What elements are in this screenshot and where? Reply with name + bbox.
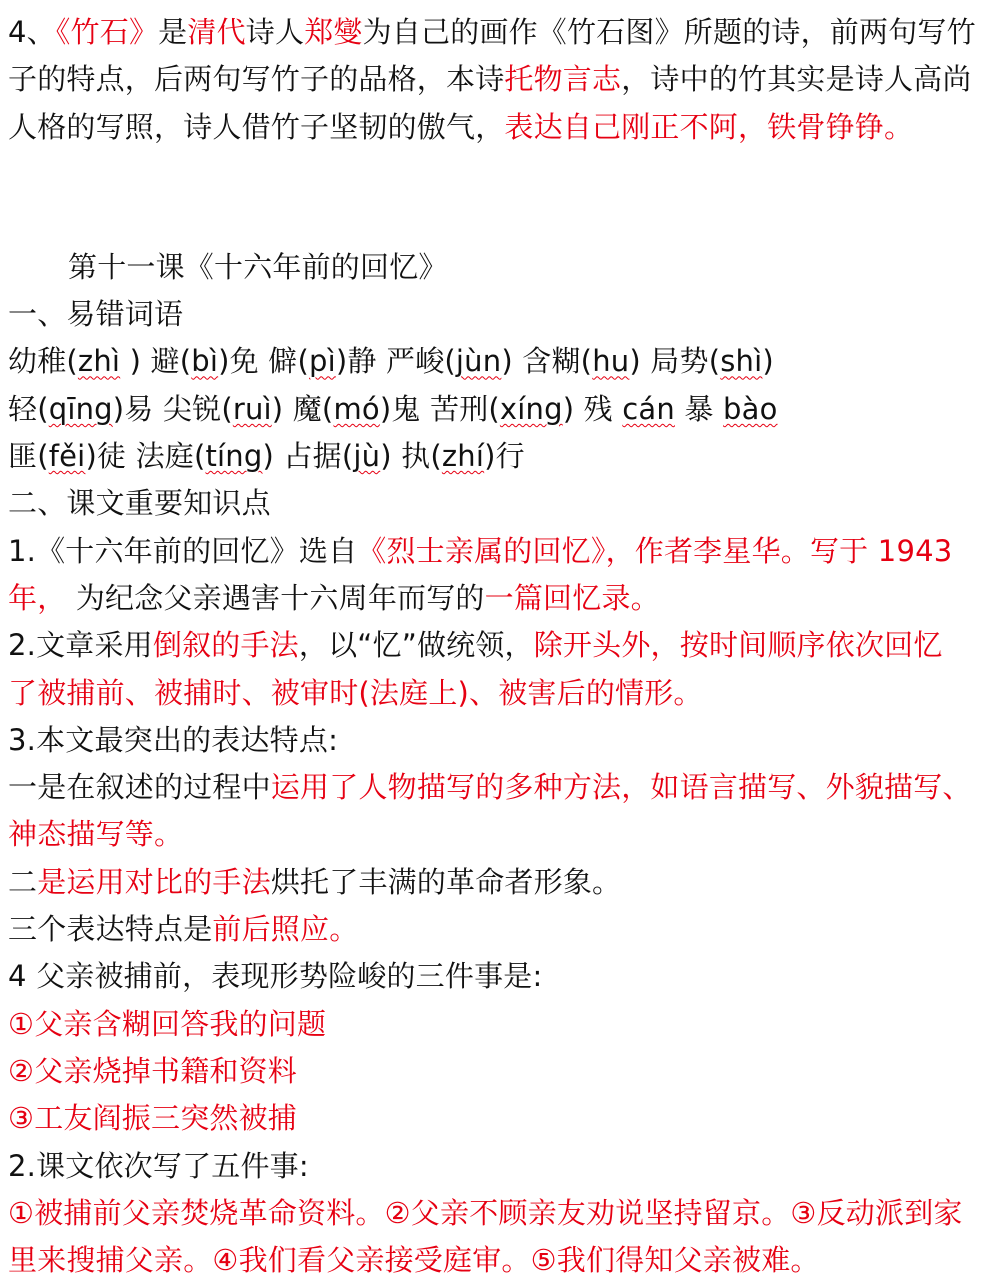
highlight: 郑燮 (304, 15, 363, 49)
pinyin: bì (191, 344, 219, 379)
lesson-title: 第十一课《十六年前的回忆》 (68, 249, 448, 284)
para4-line-2 (8, 56, 998, 103)
para4-line-3 (8, 104, 998, 151)
pinyin: hu (592, 344, 630, 379)
word: ) 占据( (262, 439, 354, 474)
pinyin: zhí (441, 439, 485, 474)
point3-line-2 (8, 764, 998, 811)
word: ) 残 (562, 391, 623, 426)
words-row-2 (8, 386, 998, 433)
highlight: 了被捕前、被捕时、被审时(法庭上)、被害后的情形。 (8, 675, 703, 710)
word: ) (762, 344, 774, 379)
word: ) 避( (120, 344, 192, 379)
word: ) 含糊( (501, 344, 593, 379)
pinyin: zhì (77, 344, 121, 379)
text: 人格的写照，诗人借竹子坚韧的傲气， (8, 109, 505, 144)
pinyin: jùn (455, 344, 502, 379)
point4-item: ③工友阎振三突然被捕 (8, 1101, 297, 1136)
word: )行 (484, 439, 525, 474)
point3-line-5 (8, 906, 998, 953)
point4-heading: 4 父亲被捕前，表现形势险峻的三件事是: (8, 959, 543, 994)
spacer (8, 151, 998, 244)
word: 幼稚( (8, 344, 78, 379)
text: 是 (158, 15, 188, 49)
highlight: 《竹石》 (55, 15, 159, 49)
highlight: 除开头外，按时间顺序依次回忆 (533, 628, 943, 663)
text: ，以“忆”做统领， (298, 628, 534, 663)
word: )易 尖锐( (112, 391, 233, 426)
text: 4、 (8, 15, 56, 49)
text: 烘托了丰满的革命者形象。 (270, 864, 622, 899)
point4-item: ②父亲烧掉书籍和资料 (8, 1053, 297, 1088)
highlight: 《烈士亲属的回忆》，作者李星华。写于 1943 (357, 533, 953, 568)
point3-line-4 (8, 859, 998, 906)
highlight: 年， (8, 580, 67, 615)
point4-item: ①父亲含糊回答我的问题 (8, 1006, 327, 1041)
point3-heading: 3.本文最突出的表达特点: (8, 722, 339, 757)
pinyin: mó (333, 391, 380, 426)
point5-line-2: 里来搜捕父亲。④我们看父亲接受庭审。⑤我们得知父亲被难。 (8, 1243, 820, 1278)
text: 为自己的画作《竹石图》所题的诗，前两句写竹 (362, 15, 976, 49)
point2-line-1 (8, 622, 998, 669)
pinyin: ruì (232, 391, 272, 426)
pinyin: qīng (48, 391, 113, 426)
pinyin: jù (353, 439, 381, 474)
point1-line-1 (8, 528, 998, 575)
text: 1.《十六年前的回忆》选自 (8, 533, 358, 568)
point1-line-2 (8, 575, 998, 622)
pinyin: shì (720, 344, 763, 379)
word: ) 魔( (271, 391, 334, 426)
highlight: 清代 (187, 15, 246, 49)
word: )免 僻( (218, 344, 309, 379)
text: 为纪念父亲遇害十六周年而写的 (66, 580, 485, 615)
text: 诗人 (245, 15, 305, 49)
highlight: 运用了人物描写的多种方法，如语言描写、外貌描写、 (270, 770, 972, 805)
highlight: 前后照应。 (212, 912, 359, 947)
pinyin: cán (622, 391, 675, 426)
text: 二 (8, 864, 38, 899)
word: ) 执( (380, 439, 442, 474)
section-heading-1: 一、易错词语 (8, 297, 184, 332)
highlight: 表达自己刚正不阿，铁骨铮铮。 (504, 109, 914, 144)
words-row-3 (8, 433, 998, 480)
pinyin: pì (309, 344, 336, 379)
pinyin: tíng (205, 439, 263, 474)
point2-line-2 (8, 670, 998, 717)
pinyin: xíng (499, 391, 563, 426)
words-row-1 (8, 338, 998, 385)
word: 轻( (8, 391, 49, 426)
pinyin: bào (723, 391, 778, 426)
para4-line-1 (8, 0, 998, 56)
text: 一是在叙述的过程中 (8, 770, 271, 805)
highlight: 倒叙的手法 (152, 628, 299, 663)
pinyin: fěi (48, 439, 86, 474)
point5-line-1: ①被捕前父亲焚烧革命资料。②父亲不顾亲友劝说坚持留京。③反动派到家 (8, 1195, 963, 1230)
point5-heading: 2.课文依次写了五件事: (8, 1148, 309, 1183)
section-heading-2: 二、课文重要知识点 (8, 486, 271, 521)
word: )鬼 苦刑( (379, 391, 500, 426)
highlight: 托物言志 (504, 62, 622, 97)
word: ) 局势( (629, 344, 721, 379)
word: 匪( (8, 439, 49, 474)
word: 暴 (674, 391, 724, 426)
highlight: 是运用对比的手法 (37, 864, 271, 899)
text: 子的特点，后两句写竹子的品格，本诗 (8, 62, 505, 97)
text: 三个表达特点是 (8, 912, 213, 947)
highlight: 神态描写等。 (8, 817, 184, 852)
highlight: 一篇回忆录。 (484, 580, 660, 615)
text: ，诗中的竹其实是诗人高尚 (621, 62, 972, 97)
word: )徒 法庭( (85, 439, 206, 474)
text: 2.文章采用 (8, 628, 153, 663)
word: )静 严峻( (335, 344, 456, 379)
point3-line-3 (8, 811, 998, 858)
